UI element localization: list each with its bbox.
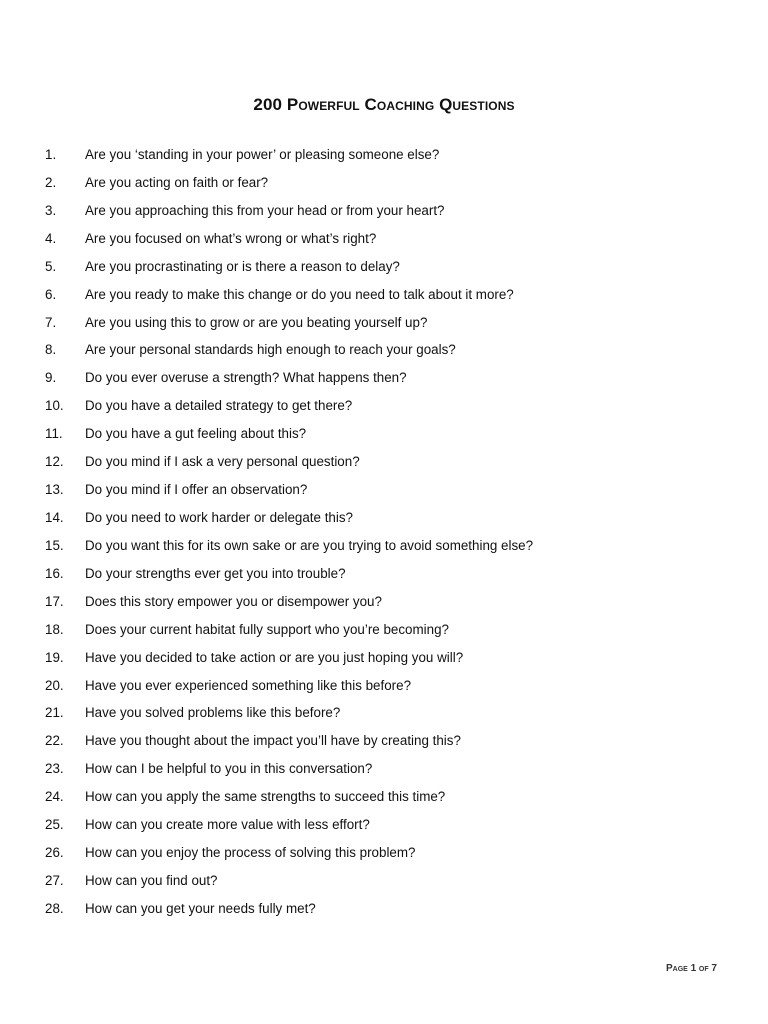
question-text: How can you apply the same strengths to succeed this time?: [85, 789, 446, 805]
list-item: [0, 672, 768, 700]
question-text: Have you decided to take action or are you just hoping you will?: [85, 649, 464, 665]
question-number: 17.: [45, 593, 64, 609]
question-number: 2.: [45, 174, 57, 190]
list-item: [0, 755, 768, 783]
question-number: 14.: [45, 509, 64, 525]
question-text: Have you ever experienced something like this before?: [85, 677, 412, 693]
question-number: 19.: [45, 649, 64, 665]
question-text: Are you focused on what’s wrong or what’s right?: [85, 230, 377, 246]
question-number: 23.: [45, 761, 64, 777]
list-item: [0, 616, 768, 644]
list-item: [0, 197, 768, 225]
list-item: [0, 811, 768, 839]
question-text: Are your personal standards high enough to reach your goals?: [85, 342, 456, 358]
list-item: [0, 895, 768, 923]
question-number: 25.: [45, 817, 64, 833]
list-item: [0, 783, 768, 811]
list-item: [0, 504, 768, 532]
list-item: [0, 699, 768, 727]
list-item: [0, 560, 768, 588]
list-item: [0, 364, 768, 392]
question-number: 10.: [45, 398, 64, 414]
question-number: 20.: [45, 677, 64, 693]
question-text: Are you using this to grow or are you beating yourself up?: [85, 314, 428, 330]
question-text: Do you ever overuse a strength? What happens then?: [85, 370, 407, 386]
question-number: 9.: [45, 370, 57, 386]
question-text: How can you get your needs fully met?: [85, 900, 316, 916]
question-number: 6.: [45, 286, 57, 302]
question-text: Does this story empower you or disempower you?: [85, 593, 382, 609]
question-text: Do you have a gut feeling about this?: [85, 426, 307, 442]
list-item: [0, 169, 768, 197]
list-item: [0, 588, 768, 616]
question-text: Have you solved problems like this before?: [85, 705, 341, 721]
list-item: [0, 532, 768, 560]
question-text: Do you have a detailed strategy to get there?: [85, 398, 353, 414]
question-text: Do your strengths ever get you into trouble?: [85, 565, 346, 581]
question-text: Are you procrastinating or is there a reason to delay?: [85, 258, 400, 274]
list-item: [0, 476, 768, 504]
question-number: 28.: [45, 900, 64, 916]
question-text: How can you enjoy the process of solving this problem?: [85, 845, 416, 861]
list-item: [0, 225, 768, 253]
question-text: Do you mind if I ask a very personal question?: [85, 454, 360, 470]
question-number: 24.: [45, 789, 64, 805]
question-list: [0, 141, 768, 923]
question-text: Do you mind if I offer an observation?: [85, 482, 308, 498]
question-text: Are you ready to make this change or do you need to talk about it more?: [85, 286, 514, 302]
page-title: 200 Powerful Coaching Questions: [253, 95, 515, 114]
question-number: 3.: [45, 202, 57, 218]
question-text: How can you create more value with less effort?: [85, 817, 370, 833]
list-item: [0, 867, 768, 895]
question-number: 15.: [45, 537, 64, 553]
question-number: 11.: [45, 426, 63, 442]
question-number: 21.: [45, 705, 64, 721]
question-text: Are you ‘standing in your power’ or pleasing someone else?: [85, 147, 440, 162]
question-number: 22.: [45, 733, 64, 749]
list-item: [0, 141, 768, 169]
question-number: 27.: [45, 872, 64, 888]
question-text: How can I be helpful to you in this conversation?: [85, 761, 373, 777]
list-item: [0, 448, 768, 476]
question-number: 5.: [45, 258, 57, 274]
list-item: [0, 336, 768, 364]
list-item: [0, 392, 768, 420]
question-text: Are you acting on faith or fear?: [85, 174, 269, 190]
list-item: [0, 644, 768, 672]
question-number: 18.: [45, 621, 64, 637]
question-number: 13.: [45, 482, 64, 498]
question-number: 8.: [45, 342, 57, 358]
question-number: 1.: [45, 147, 57, 162]
question-number: 16.: [45, 565, 64, 581]
list-item: [0, 420, 768, 448]
question-text: Does your current habitat fully support who you’re becoming?: [85, 621, 449, 637]
question-number: 12.: [45, 454, 64, 470]
question-text: Do you want this for its own sake or are you trying to avoid something else?: [85, 537, 534, 553]
page-number: Page 1 of 7: [665, 963, 717, 974]
list-item: [0, 309, 768, 337]
list-item: [0, 839, 768, 867]
list-item: [0, 727, 768, 755]
question-text: How can you find out?: [85, 872, 218, 888]
question-number: 26.: [45, 845, 64, 861]
list-item: [0, 281, 768, 309]
question-number: 7.: [45, 314, 57, 330]
question-text: Have you thought about the impact you’ll have by creating this?: [85, 733, 461, 749]
list-item: [0, 253, 768, 281]
question-text: Are you approaching this from your head or from your heart?: [85, 202, 445, 218]
question-number: 4.: [45, 230, 57, 246]
question-text: Do you need to work harder or delegate this?: [85, 509, 353, 525]
